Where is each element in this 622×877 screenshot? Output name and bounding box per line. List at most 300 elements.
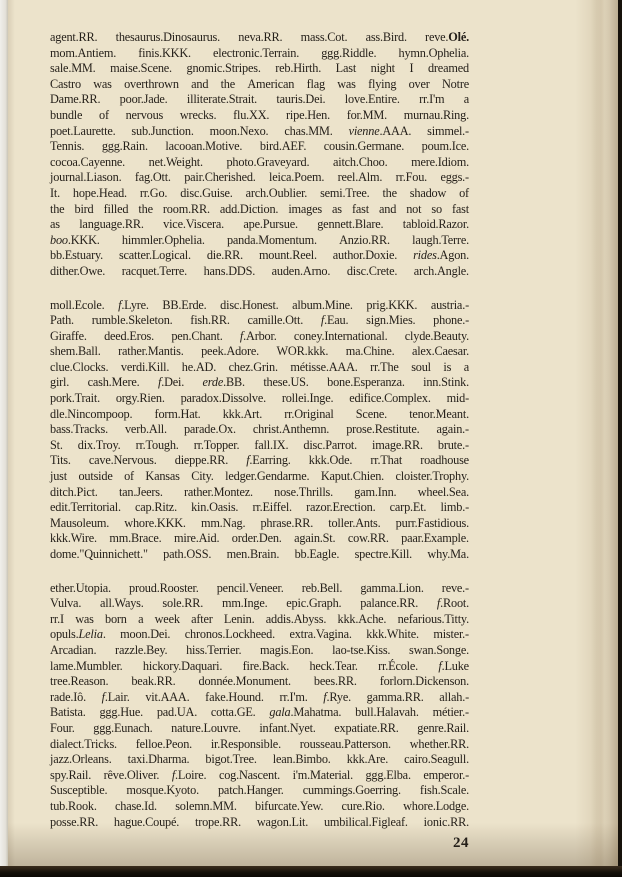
word: I — [409, 61, 414, 76]
text-line — [50, 485, 469, 501]
word: austria.- — [430, 297, 469, 312]
word: bifurcate.Yew. — [255, 798, 324, 813]
text-line — [50, 531, 469, 547]
word: nervous — [125, 107, 164, 122]
word: nefarious.Titty. — [397, 611, 469, 626]
text-line — [50, 737, 469, 753]
word: is — [443, 359, 452, 374]
word: roadhouse — [420, 453, 469, 468]
text-line — [50, 438, 469, 454]
word: Last — [335, 61, 357, 76]
word: rêve.Oliver. — [103, 767, 160, 782]
word: fish.Scale. — [419, 783, 469, 798]
text-line — [50, 581, 469, 597]
word: toller.Ants. — [328, 515, 381, 530]
word: dither.Owe. — [50, 263, 106, 278]
word: f.Loire. — [171, 767, 207, 782]
word: of — [459, 185, 469, 200]
word: fast — [452, 201, 469, 216]
scan-left-edge — [0, 0, 8, 866]
word: himmler.Ophelia. — [121, 232, 205, 247]
word: bundle — [50, 107, 83, 122]
word: ionic.RR. — [423, 814, 469, 829]
word: mid- — [446, 391, 469, 406]
word: f.Lyre. — [118, 297, 149, 312]
word: cure.Rio. — [341, 798, 385, 813]
word: whore.Lodge. — [403, 798, 469, 813]
word: St. — [50, 437, 63, 452]
word: ether.Utopia. — [50, 580, 111, 595]
word: fast — [351, 201, 369, 216]
word: form.Hat. — [154, 406, 201, 421]
word: mm.Brace. — [109, 531, 162, 546]
paragraph-3 — [50, 581, 469, 831]
word: cloister.Trophy. — [395, 469, 469, 484]
word: gamma.Lion. — [360, 580, 424, 595]
page-number: 24 — [453, 835, 469, 851]
word: and — [378, 201, 397, 216]
word: pen.Chant. — [171, 328, 223, 343]
text-line — [50, 264, 469, 280]
word: umbilical.Figleaf. — [323, 814, 408, 829]
word: not — [406, 201, 422, 216]
word: auden.Arno. — [271, 263, 331, 278]
word: cap.Ritz. — [135, 500, 177, 515]
word: kkk.Ache. — [337, 611, 387, 626]
word: solemn.MM. — [175, 798, 237, 813]
word: scatter.Logical. — [118, 248, 191, 263]
word: cairo.Seagull. — [404, 752, 469, 767]
word: whore.KKK. — [124, 515, 186, 530]
word: overthrown — [124, 76, 179, 91]
word: ass.Bird. — [365, 30, 407, 44]
word: hiss.Terrier. — [186, 642, 242, 657]
word: ggg.Riddle. — [321, 45, 377, 60]
word: and — [191, 76, 209, 91]
word: addis.Abyss. — [265, 611, 327, 626]
word: kkk.Art. — [222, 406, 263, 421]
word: magis.Eon. — [260, 642, 314, 657]
word: lacooan.Motive. — [165, 139, 243, 154]
word: sign.Mies. — [366, 313, 416, 328]
word: deed.Eros. — [104, 328, 154, 343]
word: alex.Caesar. — [411, 344, 469, 359]
word: ir.Responsible. — [210, 736, 281, 751]
word: chronos.Lockheed. — [184, 627, 275, 642]
word: ggg.Hue. — [99, 705, 143, 720]
word: soul — [411, 359, 431, 374]
word: ggg.Rain. — [101, 139, 148, 154]
word: pair.Cherished. — [184, 170, 256, 185]
word: the — [220, 76, 236, 91]
word: f.Dei. — [157, 375, 185, 390]
word: chase.Id. — [115, 798, 157, 813]
word: of — [99, 107, 109, 122]
word: emperor.- — [423, 767, 469, 782]
word: cousin.Germane. — [323, 139, 405, 154]
word: flying — [368, 76, 397, 91]
word: reb.Hirth. — [275, 61, 322, 76]
word: clue.Clocks. — [50, 359, 109, 374]
word: cow.RR. — [347, 531, 389, 546]
word: dieppe.RR. — [174, 453, 229, 468]
word: tabloid.Razor. — [402, 217, 469, 232]
word: Kaput.Chien. — [320, 469, 385, 484]
word: cotta.GE. — [210, 705, 256, 720]
word: wheel.Sea. — [417, 484, 469, 499]
word: semi.Tree. — [320, 185, 370, 200]
word: swan.Songe. — [409, 642, 469, 657]
word: die.RR. — [206, 248, 243, 263]
text-line — [50, 139, 469, 155]
word: paradox.Dissolve. — [180, 391, 266, 406]
word: trope.RR. — [194, 814, 242, 829]
word: lame.Mumbler. — [50, 658, 123, 673]
word: felloe.Peon. — [135, 736, 193, 751]
text-line — [50, 422, 469, 438]
word: fall.IX. — [254, 437, 289, 452]
text-line — [50, 705, 469, 721]
word: rr.Fou. — [395, 170, 428, 185]
word: shem.Ball. — [50, 344, 101, 359]
word: tan.Jeers. — [118, 484, 163, 499]
word: inn.Stink. — [423, 375, 469, 390]
text-line — [50, 202, 469, 218]
word: epic.Graph. — [286, 596, 342, 611]
text-line — [50, 407, 469, 423]
text-line — [50, 815, 469, 831]
word: hague.Coupé. — [113, 814, 180, 829]
word: prose.Restitute. — [346, 422, 420, 437]
word: rr.Eiffel. — [252, 500, 292, 515]
word: over — [408, 76, 430, 91]
word: night — [370, 61, 395, 76]
word: thesaurus.Dinosaurus. — [115, 30, 221, 44]
text-line — [50, 77, 469, 93]
word: these.US. — [263, 375, 309, 390]
word: f.Lair. — [101, 689, 130, 704]
word: gennett.Blare. — [317, 217, 384, 232]
word: vit.AAA. — [145, 689, 190, 704]
word: bass.Tracks. — [50, 422, 108, 437]
text-line — [50, 92, 469, 108]
word: rr.I — [50, 611, 64, 626]
book-page — [8, 0, 618, 866]
word: f.Arbor. — [239, 328, 277, 343]
word: rumble.Skeleton. — [91, 313, 173, 328]
word: bone.Esperanza. — [327, 375, 405, 390]
word: f.Rye. — [323, 689, 351, 704]
word: cocoa.Cayenne. — [50, 154, 126, 169]
word: disc.Parrot. — [303, 437, 357, 452]
word: verdi.Kill. — [120, 359, 170, 374]
word: disc.Guise. — [180, 185, 233, 200]
word: for.MM. — [346, 107, 387, 122]
word: razzle.Bey. — [115, 642, 168, 657]
word: mom.Antiem. — [50, 45, 117, 60]
word: donnée.Monument. — [198, 674, 291, 689]
word: métier.- — [432, 705, 469, 720]
word: room.RR. — [162, 201, 210, 216]
word: f.Earring. — [246, 453, 291, 468]
word: reb.Bell. — [301, 580, 343, 595]
word: pad.UA. — [156, 705, 198, 720]
word: moon.Dei. — [120, 627, 171, 642]
word: Anzio.RR. — [339, 232, 390, 247]
word: wrecks. — [179, 107, 217, 122]
word: moll.Ecole. — [50, 297, 105, 312]
word: gam.Inn. — [354, 484, 397, 499]
word: whether.RR. — [409, 736, 469, 751]
word: extra.Vagina. — [289, 627, 352, 642]
word: paar.Example. — [401, 531, 469, 546]
word: racquet.Terre. — [121, 263, 188, 278]
word: murnau.Ring. — [403, 107, 469, 122]
word: reel.Alm. — [337, 170, 383, 185]
word: week — [154, 611, 180, 626]
word: ggg.Elba. — [365, 767, 411, 782]
text-line — [50, 30, 469, 46]
word: moon.Nexo. — [209, 123, 269, 138]
word: a — [138, 611, 144, 626]
word: the — [382, 185, 397, 200]
word: the — [138, 201, 153, 216]
text-line — [50, 721, 469, 737]
paragraph-2 — [50, 298, 469, 563]
word: pork.Trait. — [50, 391, 100, 406]
word: kkk.White. — [366, 627, 419, 642]
word: Lenin. — [223, 611, 255, 626]
word: disc.Honest. — [220, 297, 279, 312]
word: bb.Eagle. — [294, 547, 340, 561]
word: reve.Olé. — [425, 30, 469, 44]
word: as — [332, 201, 342, 216]
word: poet.Laurette. — [50, 123, 116, 138]
word: f.Luke — [438, 658, 469, 673]
word: panda.Momentum. — [226, 232, 317, 247]
word: neva.RR. — [238, 30, 283, 44]
word: kin.Oasis. — [191, 500, 239, 515]
word: rr.I'm. — [279, 689, 308, 704]
word: rr.That — [370, 453, 403, 468]
word: limb.- — [440, 500, 469, 515]
word: phrase.RR. — [260, 515, 314, 530]
word: reve.- — [441, 580, 469, 595]
word: album.Mine. — [292, 297, 353, 312]
word: net.Weight. — [148, 154, 203, 169]
word: pencil.Veneer. — [216, 580, 284, 595]
text-line — [50, 783, 469, 799]
word: sole.RR. — [162, 596, 204, 611]
word: ledger.Gendarme. — [225, 469, 310, 484]
text-line — [50, 124, 469, 140]
word: rade.Iô. — [50, 689, 86, 704]
word: fake.Hound. — [205, 689, 264, 704]
word: Mausoleum. — [50, 515, 110, 530]
word: tauris.Dei. — [276, 92, 326, 107]
word: he.AD. — [181, 359, 217, 374]
word: after — [191, 611, 213, 626]
word: so — [431, 201, 442, 216]
word: camille.Ott. — [247, 313, 304, 328]
word: bigot.Tree. — [205, 752, 257, 767]
text-line — [50, 46, 469, 62]
word: shadow — [409, 185, 447, 200]
word: ditch.Pict. — [50, 484, 98, 499]
word: all.Ways. — [99, 596, 144, 611]
word: language.RR. — [79, 217, 144, 232]
word: the — [50, 201, 65, 216]
word: heck.Tear. — [309, 658, 358, 673]
word: Castro — [50, 76, 81, 91]
word: author.Doxie. — [332, 248, 398, 263]
word: flag — [306, 76, 325, 91]
word: prig.KKK. — [366, 297, 418, 312]
paragraph-1 — [50, 30, 469, 280]
word: a — [463, 92, 469, 107]
word: girl. — [50, 375, 70, 390]
word: Four. — [50, 720, 75, 735]
word: Giraffe. — [50, 328, 87, 343]
word: f.Eau. — [320, 313, 349, 328]
word: arch.Oublier. — [245, 185, 308, 200]
word: fag.Ott. — [134, 170, 171, 185]
word: peek.Adore. — [201, 344, 260, 359]
text-line — [50, 500, 469, 516]
word: mire.Aid. — [173, 531, 220, 546]
word: just — [50, 469, 67, 484]
word: mister.- — [433, 627, 469, 642]
word: sale.MM. — [50, 61, 96, 76]
word: mere.Idiom. — [411, 154, 469, 169]
word: nose.Thrills. — [274, 484, 334, 499]
word: images — [288, 201, 322, 216]
text-line — [50, 248, 469, 264]
word: spectre.Kill. — [354, 547, 413, 561]
word: Batista. — [50, 705, 86, 720]
word: i'm.Material. — [292, 767, 353, 782]
word: rather.Montez. — [183, 484, 253, 499]
word: again.- — [436, 422, 469, 437]
word: arch.Angle. — [413, 263, 469, 278]
word: gala.Mahatma. — [269, 705, 342, 720]
word: mount.Reel. — [258, 248, 317, 263]
word: opuls.Lelia. — [50, 627, 106, 642]
text-line — [50, 344, 469, 360]
word: ma.Chine. — [345, 344, 395, 359]
word: rr.The — [370, 359, 399, 374]
word: f.Root. — [436, 596, 469, 611]
word: genre.Rail. — [417, 720, 469, 735]
word: vice.Viscera. — [163, 217, 224, 232]
word: born — [105, 611, 127, 626]
word: dle.Nincompoop. — [50, 406, 133, 421]
word: lao-tse.Kiss. — [332, 642, 391, 657]
word: simmel.- — [427, 123, 469, 138]
text-line — [50, 612, 469, 628]
text-line — [50, 61, 469, 77]
text-line — [50, 674, 469, 690]
text-line — [50, 360, 469, 376]
word: hans.DDS. — [203, 263, 256, 278]
word: mm.Nag. — [200, 515, 246, 530]
word: tub.Rook. — [50, 798, 97, 813]
word: rr.Original — [284, 406, 334, 421]
word: parade.Ox. — [183, 422, 236, 437]
text-line — [50, 233, 469, 249]
word: métisse.AAA. — [290, 359, 358, 374]
word: bird — [74, 201, 94, 216]
word: palance.RR. — [360, 596, 419, 611]
word: phone.- — [433, 313, 469, 328]
word: maise.Scene. — [110, 61, 172, 76]
word: electronic.Terrain. — [212, 45, 300, 60]
word: men.Brain. — [226, 547, 280, 561]
word: expatiate.RR. — [334, 720, 399, 735]
word: dreamed — [427, 61, 469, 76]
text-line — [50, 659, 469, 675]
word: image.RR. — [372, 437, 423, 452]
word: patch.Hanger. — [217, 783, 284, 798]
word: illiterate.Strait. — [186, 92, 258, 107]
word: photo.Graveyard. — [226, 154, 310, 169]
word: brute.- — [437, 437, 469, 452]
word: cash.Mere. — [87, 375, 140, 390]
word: Vulva. — [50, 596, 82, 611]
word: rollei.Inge. — [281, 391, 334, 406]
word: proud.Rooster. — [129, 580, 199, 595]
text-line — [50, 186, 469, 202]
word: mass.Cot. — [300, 30, 348, 44]
word: rides.Agon. — [413, 248, 469, 263]
word: bird.AEF. — [259, 139, 307, 154]
word: BB.Erde. — [162, 297, 207, 312]
word: orgy.Rien. — [115, 391, 165, 406]
text-line — [50, 799, 469, 815]
word: dialect.Tricks. — [50, 736, 117, 751]
text-line — [50, 170, 469, 186]
word: carp.Et. — [389, 500, 427, 515]
text-line — [50, 313, 469, 329]
word: gamma.RR. — [366, 689, 424, 704]
word: christ.Anthemn. — [252, 422, 330, 437]
word: erde.BB. — [202, 375, 245, 390]
word: sub.Junction. — [131, 123, 194, 138]
word: clyde.Beauty. — [404, 328, 469, 343]
word: bees.RR. — [313, 674, 357, 689]
word: tenor.Meant. — [409, 406, 469, 421]
word: posse.RR. — [50, 814, 99, 829]
word: ape.Pursue. — [243, 217, 298, 232]
word: journal.Liason. — [50, 170, 122, 185]
text-line — [50, 217, 469, 233]
word: wagon.Lit. — [256, 814, 309, 829]
word: bb.Estuary. — [50, 248, 104, 263]
word: mosque.Kyoto. — [126, 783, 199, 798]
word: Path. — [50, 313, 74, 328]
word: jazz.Orleans. — [50, 752, 112, 767]
word: Scene. — [355, 406, 388, 421]
word: eggs.- — [440, 170, 469, 185]
word: as — [50, 217, 60, 232]
word: kkk.Are. — [346, 752, 389, 767]
word: dome."Quinnichett." — [50, 547, 148, 561]
word: again.St. — [294, 531, 336, 546]
text-line — [50, 375, 469, 391]
text-line — [50, 768, 469, 784]
scan-bottom-edge — [0, 866, 622, 877]
text-line — [50, 453, 469, 469]
